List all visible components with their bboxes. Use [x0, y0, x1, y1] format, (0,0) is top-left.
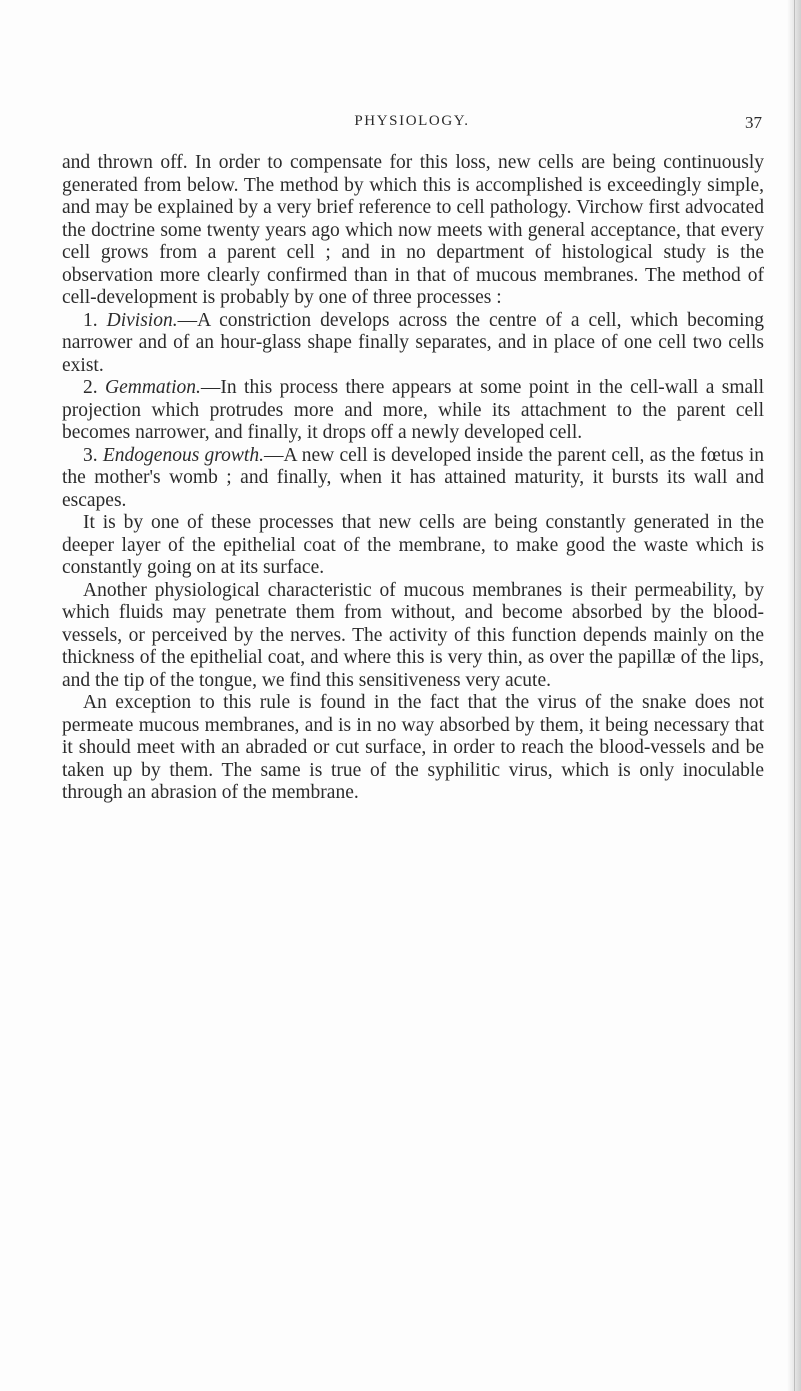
page-number: 37: [745, 113, 762, 132]
paragraph-text: —A new cell is developed inside the parent cell, as the fœtus in the mother's womb ; and finally, when it has attained maturity, it bursts its wall and escapes.: [62, 444, 764, 511]
page-edge-line: [794, 0, 795, 1391]
list-number: 3.: [83, 444, 103, 466]
paragraph-continuation: and thrown off. In order to compensate for this loss, new cells are being continuously generated from below. The method by which this is accomplished is exceedingly simple, and may be explained by a very brief reference to cell pathology. Virchow first advocated the doctrine some twenty years ago which now meets with general acceptance, that every cell grows from a parent cell ; and in no department of histological study is the observation more clearly confirmed than in that of mucous membranes. The method of cell-development is probably by one of three processes :: [62, 152, 764, 308]
term-gemmation: Gemmation.: [105, 377, 201, 398]
paragraph-text: —In this process there appears at some point in the cell-wall a small projection which protrudes more and more, while its attachment to the parent cell becomes narrower, and finally, it drops off a newly developed cell.: [62, 377, 765, 443]
paragraph-endogenous-growth: [62, 445, 764, 513]
term-endogenous-growth: Endogenous growth.: [102, 444, 264, 466]
paragraph-text: —A constriction develops across the centre of a cell, which becoming narrower and of an hour-glass shape finally separates, and in place of one cell two cells exist.: [62, 309, 765, 376]
running-head: [62, 113, 762, 139]
body-text: [62, 152, 764, 805]
list-number: 2.: [83, 377, 106, 398]
paragraph-permeability: Another physiological characteristic of mucous membranes is their permeability, by which fluids may penetrate them from without, and become absorbed by the blood-vessels, or perceived by the nerves. The activity of this function depends mainly on the thickness of the epithelial coat, and where this is very thin, as over the papillæ of the lips, and the tip of the tongue, we find this sensitiveness very acute.: [62, 579, 764, 691]
term-division: Division.: [106, 309, 178, 331]
paragraph-processes: It is by one of these processes that new cells are being constantly generated in the deeper layer of the epithelial coat of the membrane, to make good the waste which is constantly going on at its surface.: [62, 512, 764, 578]
running-title: PHYSIOLOGY.: [354, 113, 470, 129]
paragraph-division: [62, 310, 764, 378]
paragraph-gemmation: [62, 377, 764, 445]
list-number: 1.: [83, 309, 107, 331]
paragraph-exception: An exception to this rule is found in the fact that the virus of the snake does not permeate mucous membranes, and is in no way absorbed by them, it being necessary that it should meet with an abraded or cut surface, in order to reach the blood-vessels and be taken up by them. The same is true of the syphilitic virus, which is only inoculable through an abrasion of the membrane.: [62, 692, 764, 803]
